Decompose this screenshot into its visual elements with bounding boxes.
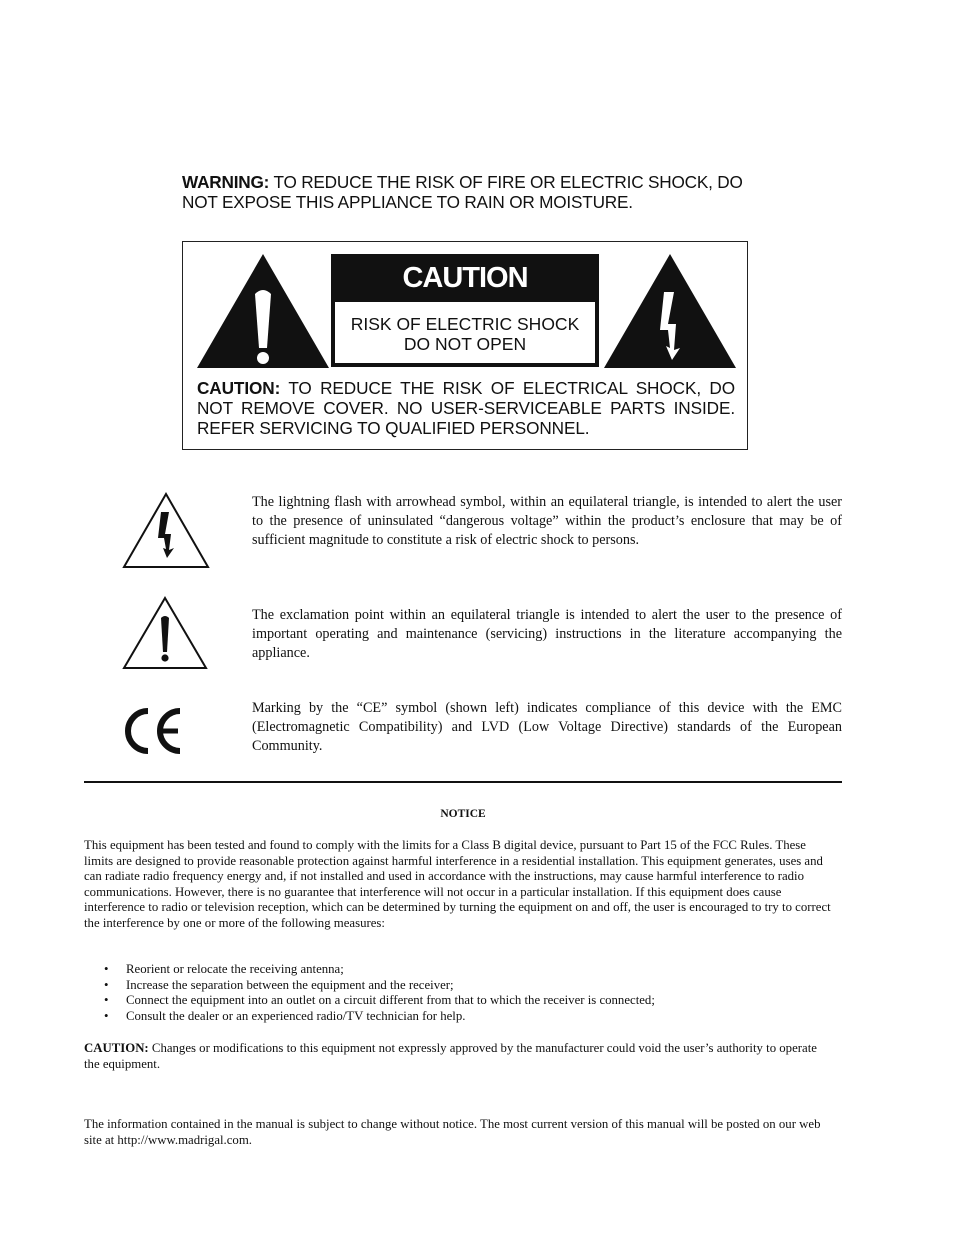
list-item: • Consult the dealer or an experienced radio/TV technician for help.: [104, 1009, 655, 1025]
ce-symbol-description: Marking by the “CE” symbol (shown left) indicates compliance of this device with the EMC (Electromagnetic Compatibility) and LVD (Low Voltage Directive) standards of the European Community.: [252, 700, 842, 754]
ce-mark-icon: [120, 705, 184, 757]
section-divider: [84, 781, 842, 783]
warning-lead: WARNING:: [182, 172, 270, 192]
manual-info: The information contained in the manual is subject to change without notice. The most current version of this manual will be posted on our web site at http://www.madrigal.com.: [84, 1117, 821, 1147]
caution-title: CAUTION: [402, 262, 528, 294]
list-item: • Reorient or relocate the receiving antenna;: [104, 962, 655, 978]
fcc-caution: [84, 1041, 834, 1072]
caution-label-line2: DO NOT OPEN: [403, 334, 527, 354]
caution-statement: [197, 378, 735, 438]
caution-label-inner: [335, 302, 595, 363]
fcc-caution-lead: CAUTION:: [84, 1041, 149, 1055]
warning-text: TO REDUCE THE RISK OF FIRE OR ELECTRIC SHOCK, DO NOT EXPOSE THIS APPLIANCE TO RAIN OR MOISTURE.: [182, 172, 743, 212]
list-item: • Increase the separation between the equipment and the receiver;: [104, 978, 655, 994]
lightning-triangle-icon: [604, 254, 736, 368]
notice-intro: This equipment has been tested and found to comply with the limits for a Class B digital device, pursuant to Part 15 of the FCC Rules. These limits are designed to provide reasonable protection against harmful interference in a residential installation. This equipment generates, uses and can radiate radio frequency energy and, if not installed and used in accordance with the instructions, may cause harmful interference to radio communications. However, there is no guarantee that interference will not occur in a particular installation. If this equipment does cause interference to radio or television reception, which can be determined by turning the equipment on and off, the user is encouraged to try to correct the interference by one or more of the following measures:: [84, 838, 831, 930]
caution-lead: CAUTION:: [197, 378, 281, 398]
list-item: • Connect the equipment into an outlet on a circuit different from that to which the receiver is connected;: [104, 993, 655, 1009]
caution-text: TO REDUCE THE RISK OF ELECTRICAL SHOCK, DO NOT REMOVE COVER. NO USER-SERVICEABLE PARTS INSIDE. REFER SERVICING TO QUALIFIED PERSONNEL.: [197, 378, 735, 438]
exclamation-triangle-icon: [197, 254, 329, 368]
caution-label-line1: RISK OF ELECTRIC SHOCK: [350, 314, 580, 334]
fcc-caution-text: Changes or modifications to this equipment not expressly approved by the manufacturer could void the user’s authority to operate the equipment.: [84, 1041, 817, 1071]
exclamation-triangle-icon: [122, 596, 208, 670]
notice-title: NOTICE: [440, 808, 486, 820]
lightning-triangle-icon: [122, 492, 210, 569]
warning-statement: [182, 172, 762, 212]
lightning-symbol-description: The lightning flash with arrowhead symbol, within an equilateral triangle, is intended to alert the user to the presence of uninsulated “dangerous voltage” within the product’s enclosure that may be of sufficient magnitude to constitute a risk of electric shock to persons.: [252, 494, 842, 548]
caution-label: [331, 254, 599, 367]
measures-list: [104, 962, 655, 1024]
exclamation-symbol-description: The exclamation point within an equilateral triangle is intended to alert the user to the presence of important operating and maintenance (servicing) instructions in the literature accompanying the appliance.: [252, 607, 842, 661]
caution-box: [182, 241, 748, 450]
